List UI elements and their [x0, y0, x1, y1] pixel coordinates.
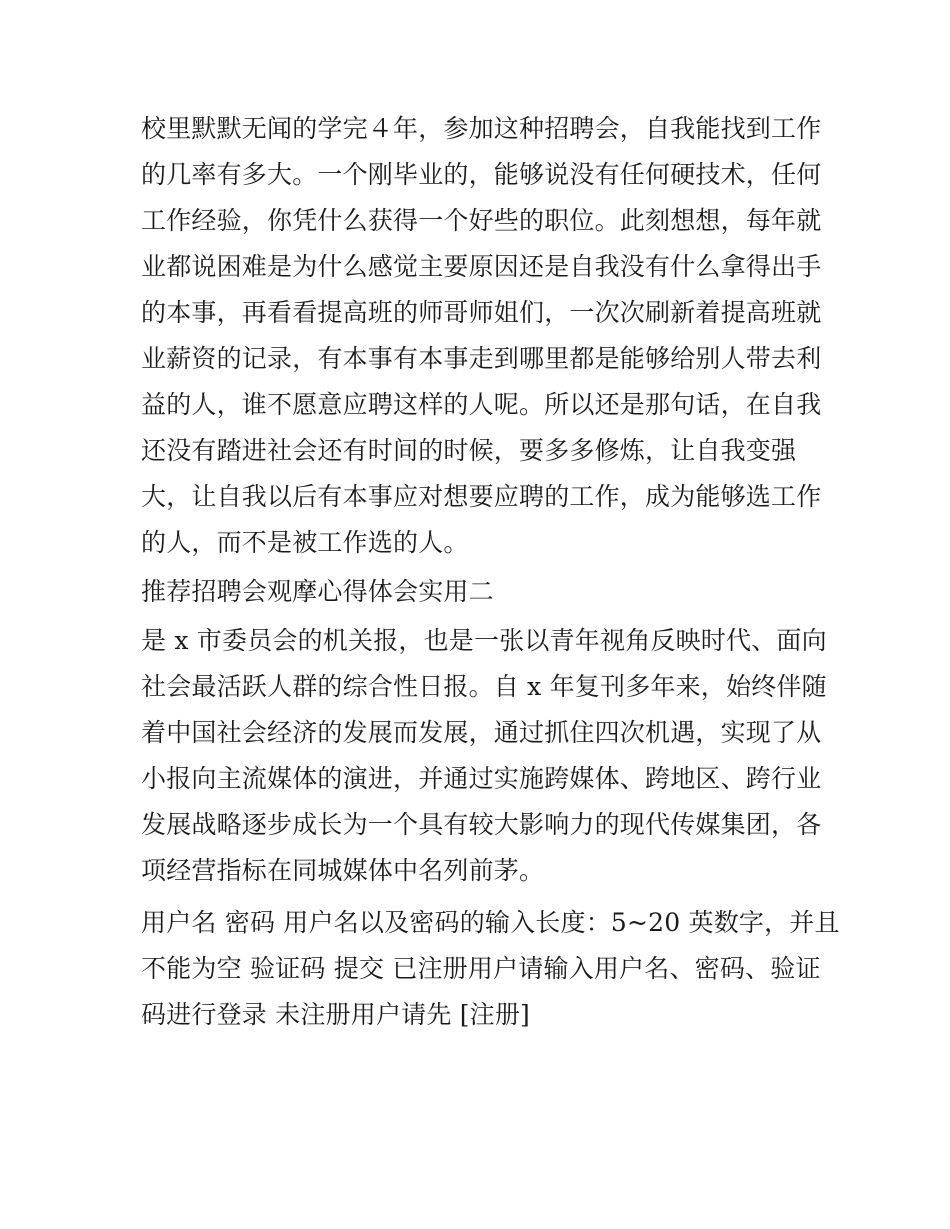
text-line: 是 x 市委员会的机关报，也是一张以青年视角反映时代、面向 [141, 626, 827, 655]
text-line: 用户名 密码 用户名以及密码的输入长度：5~20 英数字，并且 [141, 908, 840, 937]
text-line: 发展战略逐步成长为一个具有较大影响力的现代传媒集团，各 [141, 810, 822, 839]
text-line: 社会最活跃人群的综合性日报。自 x 年复刊多年来，始终伴随 [141, 672, 827, 701]
paragraph-2 [141, 618, 827, 894]
text-line: 业都说困难是为什么感觉主要原因还是自我没有什么拿得出手 [141, 252, 822, 281]
text-line: 着中国社会经济的发展而发展，通过抓住四次机遇，实现了从 [141, 718, 822, 747]
text-line: 码进行登录 未注册用户请先 [注册] [141, 1000, 531, 1029]
text-line: 小报向主流媒体的演进，并通过实施跨媒体、跨地区、跨行业 [141, 764, 822, 793]
text-line: 的几率有多大。一个刚毕业的，能够说没有任何硬技术，任何 [141, 160, 822, 189]
text-line: 的本事，再看看提高班的师哥师姐们，一次次刷新着提高班就 [141, 298, 822, 327]
text-line: 大，让自我以后有本事应对想要应聘的工作，成为能够选工作 [141, 482, 822, 511]
document-body [141, 106, 840, 1038]
text-line: 项经营指标在同城媒体中名列前茅。 [141, 856, 545, 885]
paragraph-1 [141, 106, 821, 566]
text-line: 不能为空 验证码 提交 已注册用户请输入用户名、密码、验证 [141, 954, 821, 983]
section-heading: 推荐招聘会观摩心得体会实用二 [141, 577, 494, 606]
text-line: 工作经验，你凭什么获得一个好些的职位。此刻想想，每年就 [141, 206, 822, 235]
text-line: 益的人，谁不愿意应聘这样的人呢。所以还是那句话，在自我 [141, 390, 822, 419]
text-line: 的人，而不是被工作选的人。 [141, 528, 469, 557]
text-line: 业薪资的记录，有本事有本事走到哪里都是能够给别人带去利 [141, 344, 822, 373]
text-line: 校里默默无闻的学完４年，参加这种招聘会，自我能找到工作 [141, 114, 822, 143]
paragraph-3 [141, 900, 840, 1038]
text-line: 还没有踏进社会还有时间的时候，要多多修炼，让自我变强 [141, 436, 797, 465]
